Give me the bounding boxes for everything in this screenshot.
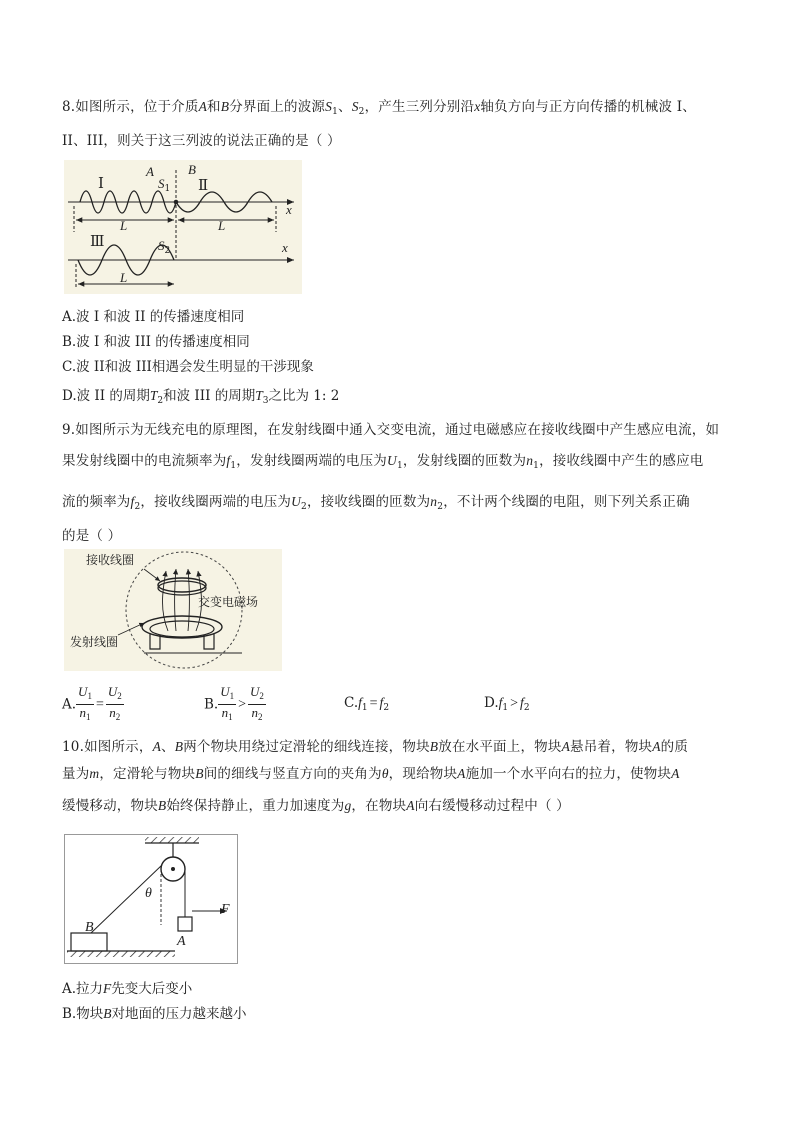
label-x-top: x bbox=[286, 202, 292, 217]
label-theta: θ bbox=[145, 886, 152, 901]
label-S2: $S_2$ bbox=[158, 238, 171, 256]
label-L-left: L bbox=[120, 218, 128, 233]
q9-option-c[interactable]: $C.f_1 = f_2$ bbox=[344, 695, 390, 713]
q9-stem-line4: 的是（ ） bbox=[62, 528, 122, 544]
q9-stem-line3: 流的频率为$f_2$，接收线圈两端的电压为$U_2$，接收线圈的匝数为$n_2$，不计两个线圈的电阻，则下列关系正确 bbox=[62, 494, 690, 512]
q9-stem-line1: 9.如图所示为无线充电的原理图，在发射线圈中通入交变电流，通过电磁感应在接收线圈中产生感应电流，如 bbox=[62, 422, 720, 438]
label-A: A bbox=[146, 164, 154, 179]
q10-stem-line1: 10.如图所示，A、B两个物块用绕过定滑轮的细线连接，物块B放在水平面上，物块A悬吊着，物块A的质 bbox=[62, 739, 689, 755]
q9-coil-figure bbox=[64, 549, 282, 671]
label-S1: $S_1$ bbox=[158, 176, 171, 194]
label-L-bottom: L bbox=[120, 270, 128, 285]
label-F: F bbox=[221, 902, 230, 917]
q8-stem-line1: 8.如图所示，位于介质A和B分界面上的波源$S_1$、$S_2$，产生三列分别沿x轴负方向与正方向传播的机械波 I、 bbox=[62, 99, 696, 117]
label-wave-I: Ⅰ bbox=[98, 174, 104, 192]
q10-option-b[interactable]: B.物块B对地面的压力越来越小 bbox=[62, 1006, 247, 1022]
q8-option-c[interactable]: C.波 II和波 III相遇会发生明显的干涉现象 bbox=[62, 359, 314, 375]
q8-stem-line2: II、III，则关于这三列波的说法正确的是（ ） bbox=[62, 133, 341, 149]
q9-option-a[interactable]: A. $\frac{U_1}{n_1}$ = $\frac{U_2}{n_2}$ bbox=[62, 684, 122, 722]
q10-stem-line2: 量为m，定滑轮与物块B间的细线与竖直方向的夹角为θ，现给物块A施加一个水平向右的拉力，使物块A bbox=[62, 766, 680, 782]
q8-option-a[interactable]: A.波 I 和波 II 的传播速度相同 bbox=[62, 309, 245, 325]
label-emitting-coil: 发射线圈 bbox=[70, 635, 119, 649]
q9-stem-line2: 果发射线圈中的电流频率为$f_1$，发射线圈两端的电压为$U_1$，发射线圈的匝数为$n_1$，接收线圈中产生的感应电 bbox=[62, 453, 704, 471]
q10-option-a[interactable]: A.拉力F先变大后变小 bbox=[62, 981, 193, 997]
label-alternating-field: 交变电磁场 bbox=[198, 595, 259, 609]
label-wave-II: Ⅱ bbox=[198, 176, 209, 194]
q8-wave-figure bbox=[64, 160, 302, 294]
label-B: B bbox=[188, 162, 196, 177]
q9-option-b[interactable]: B. $\frac{U_1}{n_1}$ > $\frac{U_2}{n_2}$ bbox=[204, 684, 264, 722]
label-wave-III: Ⅲ bbox=[90, 232, 105, 250]
q9-option-d[interactable]: $D.f_1 > f_2$ bbox=[484, 695, 530, 713]
label-receiving-coil: 接收线圈 bbox=[86, 553, 135, 567]
label-A: A bbox=[177, 934, 186, 949]
q8-option-d[interactable]: D.波 II 的周期$T_2$和波 III 的周期$T_3$之比为 1: 2 bbox=[62, 388, 340, 406]
label-B: B bbox=[85, 920, 94, 935]
q10-stem-line3: 缓慢移动，物块B始终保持静止，重力加速度为g，在物块A向右缓慢移动过程中（ ） bbox=[62, 798, 570, 814]
label-L-right: L bbox=[218, 218, 226, 233]
q10-pulley-figure bbox=[64, 834, 238, 964]
q8-option-b[interactable]: B.波 I 和波 III 的传播速度相同 bbox=[62, 334, 250, 350]
label-x-bottom: x bbox=[282, 240, 288, 255]
